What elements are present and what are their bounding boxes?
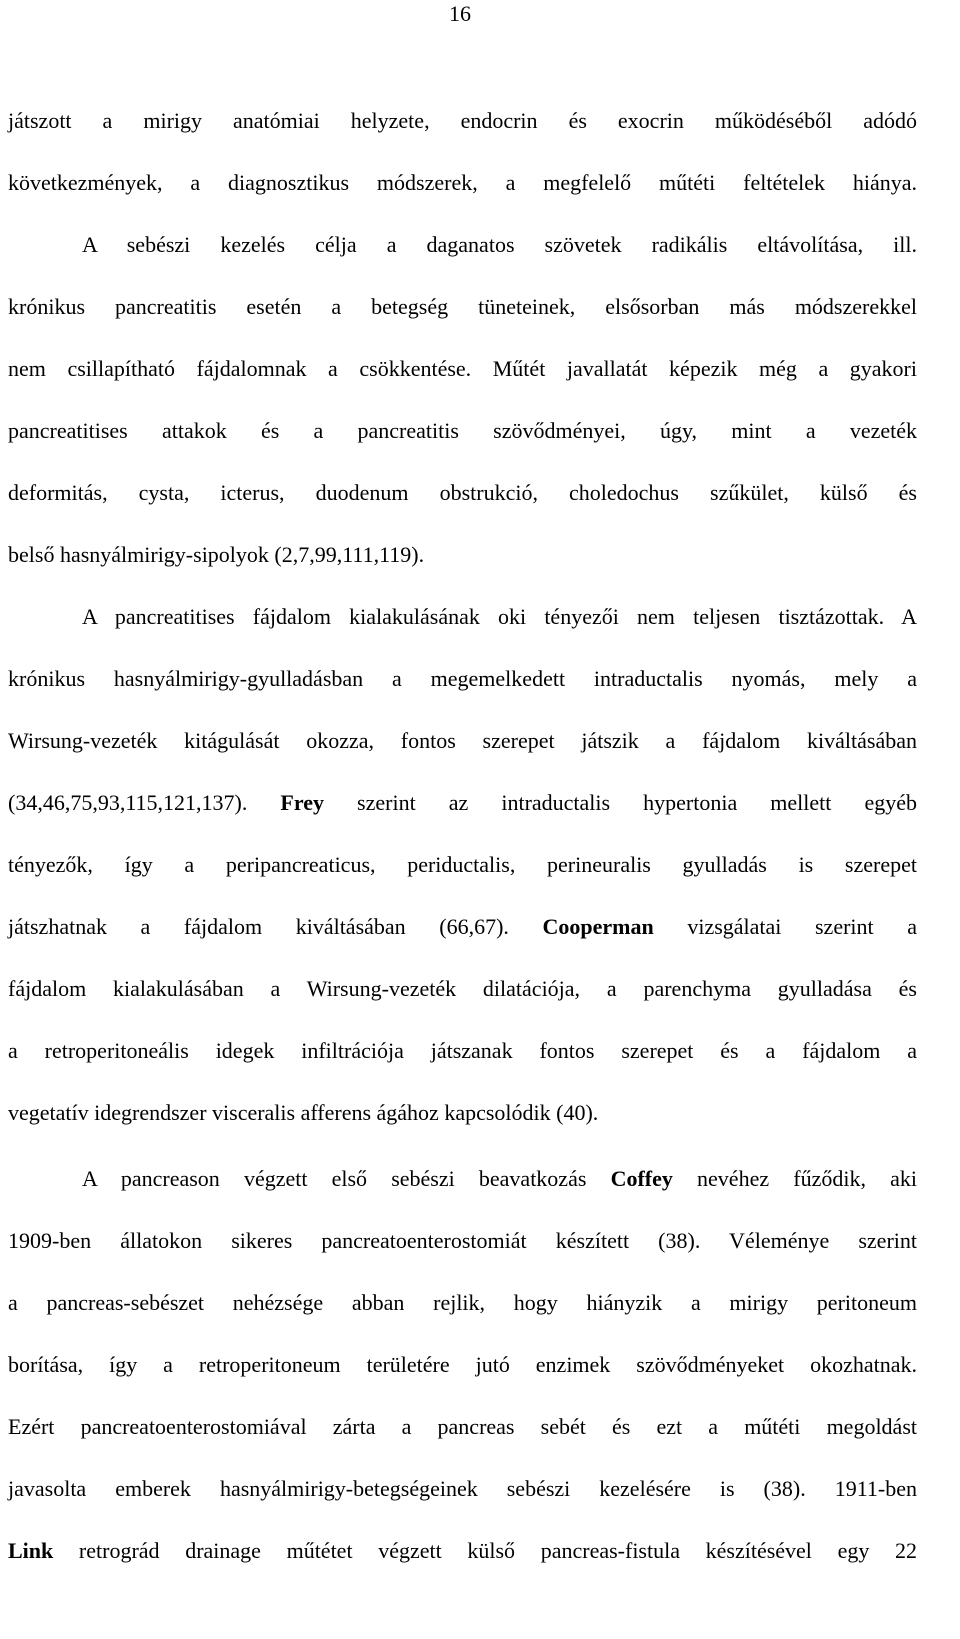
- text-line: A pancreason végzett első sebészi beavatkozás Coffey nevéhez fűződik, aki: [82, 1166, 917, 1191]
- text-line: játszhatnak a fájdalom kiváltásában (66,67). Cooperman vizsgálatai szerint a: [8, 914, 917, 939]
- text-line: A pancreatitises fájdalom kialakulásának oki tényezői nem teljesen tisztázottak. A: [82, 604, 917, 629]
- text-line: a pancreas-sebészet nehézsége abban rejlik, hogy hiányzik a mirigy peritoneum: [8, 1290, 917, 1315]
- text-line: krónikus hasnyálmirigy-gyulladásban a megemelkedett intraductalis nyomás, mely a: [8, 666, 917, 691]
- text-line: A sebészi kezelés célja a daganatos szövetek radikális eltávolítása, ill.: [82, 232, 917, 257]
- page-number: 16: [449, 1, 471, 26]
- text-line: Ezért pancreatoenterostomiával zárta a pancreas sebét és ezt a műtéti megoldást: [8, 1414, 917, 1439]
- text-line: vegetatív idegrendszer visceralis afferens ágához kapcsolódik (40).: [8, 1100, 599, 1125]
- text-line: deformitás, cysta, icterus, duodenum obstrukció, choledochus szűkület, külső és: [8, 480, 917, 505]
- text-line: nem csillapítható fájdalomnak a csökkentése. Műtét javallatát képezik még a gyakori: [8, 356, 917, 381]
- author-name: Cooperman: [542, 914, 654, 939]
- text-line: Wirsung-vezeték kitágulását okozza, fontos szerepet játszik a fájdalom kiváltásában: [8, 728, 917, 753]
- text-line: belső hasnyálmirigy-sipolyok (2,7,99,111,119).: [8, 542, 425, 567]
- text-line: következmények, a diagnosztikus módszerek, a megfelelő műtéti feltételek hiánya.: [8, 170, 917, 195]
- text-line: fájdalom kialakulásában a Wirsung-vezeték dilatációja, a parenchyma gyulladása és: [8, 976, 917, 1001]
- text-line: tényezők, így a peripancreaticus, periductalis, perineuralis gyulladás is szerepet: [8, 852, 917, 877]
- author-name: Frey: [280, 790, 324, 815]
- text-line: a retroperitoneális idegek infiltrációja játszanak fontos szerepet és a fájdalom a: [8, 1038, 917, 1063]
- text-line: játszott a mirigy anatómiai helyzete, endocrin és exocrin működéséből adódó: [8, 108, 917, 133]
- text-line: (34,46,75,93,115,121,137). Frey szerint az intraductalis hypertonia mellett egyéb: [8, 790, 917, 815]
- author-name: Coffey: [610, 1166, 673, 1191]
- text-line: 1909-ben állatokon sikeres pancreatoenterostomiát készített (38). Véleménye szerint: [8, 1228, 917, 1253]
- text-line: krónikus pancreatitis esetén a betegség tüneteinek, elsősorban más módszerekkel: [8, 294, 917, 319]
- text-line: borítása, így a retroperitoneum területére jutó enzimek szövődményeket okozhatnak.: [8, 1352, 917, 1377]
- text-line: Link retrográd drainage műtétet végzett külső pancreas-fistula készítésével egy 22: [8, 1538, 917, 1563]
- text-line: javasolta emberek hasnyálmirigy-betegségeinek sebészi kezelésére is (38). 1911-ben: [8, 1476, 917, 1501]
- author-name: Link: [8, 1538, 54, 1563]
- text-line: pancreatitises attakok és a pancreatitis szövődményei, úgy, mint a vezeték: [8, 418, 917, 443]
